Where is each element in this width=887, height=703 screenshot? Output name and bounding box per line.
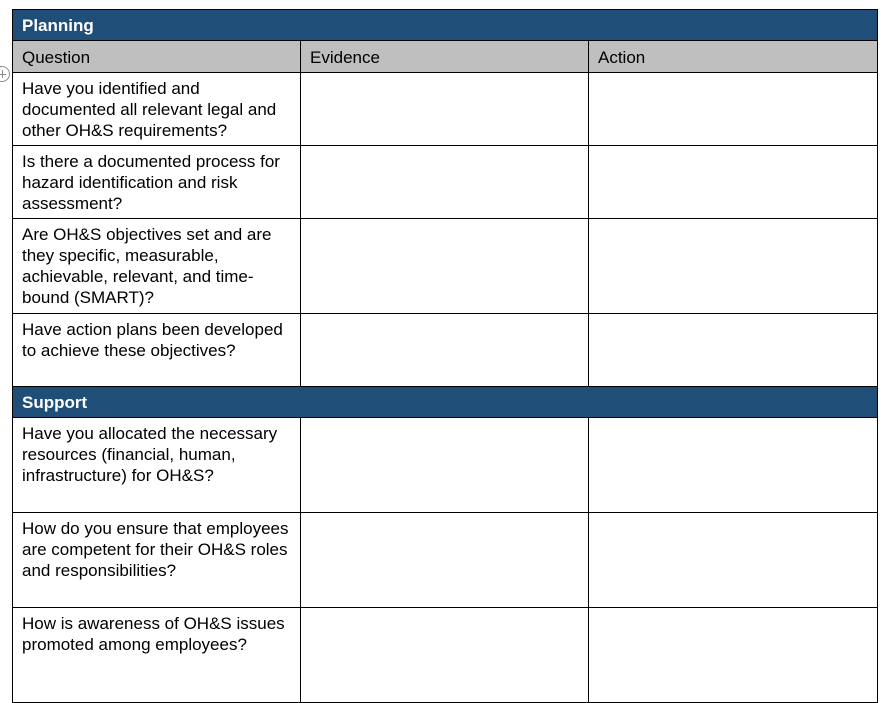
action-cell[interactable] — [589, 219, 878, 314]
column-header-question[interactable]: Question — [13, 41, 301, 73]
table-row — [13, 219, 878, 314]
evidence-cell[interactable] — [301, 314, 589, 387]
question-cell[interactable]: How do you ensure that employees are competent for their OH&S roles and responsibilities? — [13, 513, 301, 608]
question-cell[interactable]: Have you allocated the necessary resources (financial, human, infrastructure) for OH&S? — [13, 418, 301, 513]
evidence-cell[interactable] — [301, 418, 589, 513]
table-row — [13, 608, 878, 703]
action-cell[interactable] — [589, 314, 878, 387]
table-row — [13, 418, 878, 513]
section-header-planning — [13, 10, 878, 41]
table-row — [13, 513, 878, 608]
column-header-evidence[interactable]: Evidence — [301, 41, 589, 73]
action-cell[interactable] — [589, 513, 878, 608]
audit-checklist-table — [12, 9, 878, 703]
question-cell[interactable]: Have action plans been developed to achieve these objectives? — [13, 314, 301, 387]
action-cell[interactable] — [589, 146, 878, 219]
section-title[interactable]: Planning — [13, 10, 878, 41]
table-row — [13, 314, 878, 387]
evidence-cell[interactable] — [301, 146, 589, 219]
evidence-cell[interactable] — [301, 513, 589, 608]
table-row — [13, 146, 878, 219]
section-title[interactable]: Support — [13, 387, 878, 418]
question-cell[interactable]: Are OH&S objectives set and are they specific, measurable, achievable, relevant, and time-bound (SMART)? — [13, 219, 301, 314]
action-cell[interactable] — [589, 418, 878, 513]
evidence-cell[interactable] — [301, 219, 589, 314]
action-cell[interactable] — [589, 608, 878, 703]
section-header-support — [13, 387, 878, 418]
column-header-row — [13, 41, 878, 73]
table-row — [13, 73, 878, 146]
question-cell[interactable]: How is awareness of OH&S issues promoted among employees? — [13, 608, 301, 703]
column-header-action[interactable]: Action — [589, 41, 878, 73]
question-cell[interactable]: Have you identified and documented all relevant legal and other OH&S requirements? — [13, 73, 301, 146]
evidence-cell[interactable] — [301, 73, 589, 146]
action-cell[interactable] — [589, 73, 878, 146]
question-cell[interactable]: Is there a documented process for hazard identification and risk assessment? — [13, 146, 301, 219]
table-move-handle-icon[interactable] — [0, 66, 10, 82]
evidence-cell[interactable] — [301, 608, 589, 703]
